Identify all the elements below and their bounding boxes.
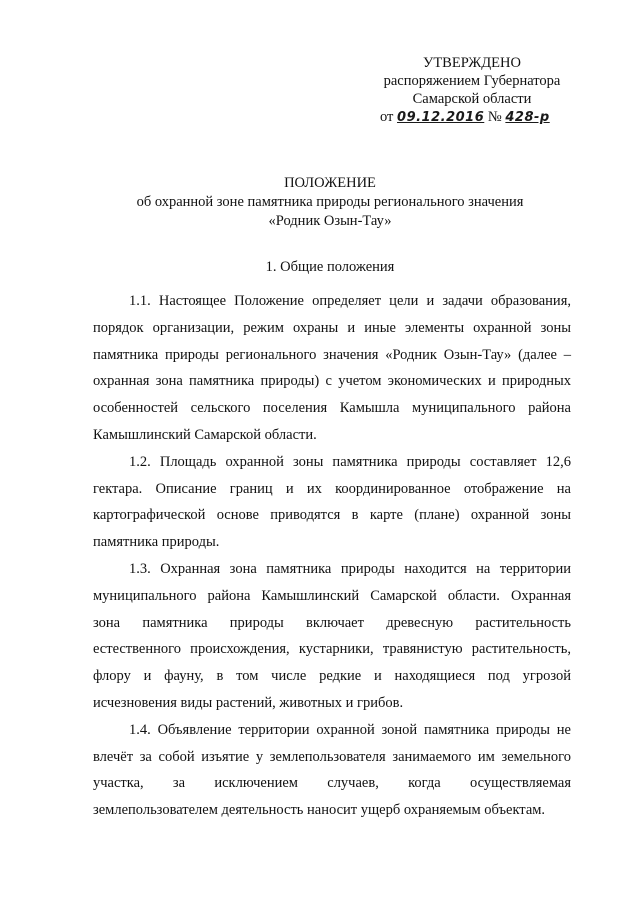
approval-line-2: распоряжением Губернатора — [383, 73, 561, 89]
document-body — [93, 288, 571, 824]
paragraph-line: зона памятника природы включает древесную растительность — [93, 614, 571, 631]
paragraph-line: 1.4. Объявление территории охранной зоной памятника природы не — [129, 721, 571, 738]
document-title: ПОЛОЖЕНИЕ — [284, 175, 376, 191]
paragraph-line: 1.3. Охранная зона памятника природы находится на территории — [129, 560, 571, 577]
paragraph-line: землепользователем деятельность наносит ущерб охраняемым объектам. — [93, 802, 546, 819]
paragraph-line: исчезновения виды растений, животных и грибов. — [93, 694, 404, 711]
approval-stamp — [372, 54, 572, 127]
approval-line-3: Самарской области — [412, 91, 532, 107]
paragraph-line: гектара. Описание границ и их координированное отображение на — [93, 480, 571, 497]
paragraph-line: флору и фауну, в том числе редкие и находящиеся под угрозой — [93, 668, 571, 685]
handwritten-date: 09.12.2016 — [397, 110, 485, 125]
approval-title: УТВЕРЖДЕНО — [423, 55, 521, 71]
paragraph-line: естественного происхождения, кустарники, травянистую растительность, — [93, 641, 571, 658]
approval-date-line — [372, 108, 572, 127]
paragraph-line: 1.2. Площадь охранной зоны памятника природы составляет 12,6 — [129, 453, 571, 470]
paragraph-1-4 — [93, 717, 571, 824]
paragraph-1-1 — [93, 288, 571, 449]
section-heading: 1. Общие положения — [265, 259, 395, 275]
paragraph-line: памятника природы. — [93, 534, 220, 551]
paragraph-line: влечёт за собой изъятие у землепользователя занимаемого им земельного — [93, 748, 571, 765]
paragraph-line: картографической основе приводятся в карте (плане) охранной зоны — [93, 507, 571, 524]
paragraph-1-2 — [93, 449, 571, 556]
document-title-block — [100, 174, 560, 231]
paragraph-line: памятника природы регионального значения «Родник Озын-Тау» (далее – — [93, 346, 571, 363]
document-subtitle-line-2: «Родник Озын-Тау» — [268, 213, 392, 229]
number-sign: № — [487, 109, 502, 125]
handwritten-number: 428-р — [505, 110, 550, 125]
document-subtitle-line-1: об охранной зоне памятника природы регионального значения — [136, 194, 524, 210]
paragraph-line: охранная зона памятника природы) с учетом экономических и природных — [93, 373, 571, 390]
date-prefix: от — [380, 109, 394, 125]
paragraph-line: Камышлинский Самарской области. — [93, 426, 317, 443]
paragraph-1-3 — [93, 556, 571, 717]
paragraph-line: 1.1. Настоящее Положение определяет цели и задачи образования, — [129, 293, 571, 309]
paragraph-line: порядок организации, режим охраны и иные элементы охранной зоны — [93, 319, 571, 336]
paragraph-line: муниципального района Камышлинский Самарской области. Охранная — [93, 587, 571, 604]
paragraph-line: особенностей сельского поселения Камышла муниципального района — [93, 400, 571, 417]
paragraph-line: участка, за исключением случаев, когда осуществляемая — [93, 775, 571, 792]
